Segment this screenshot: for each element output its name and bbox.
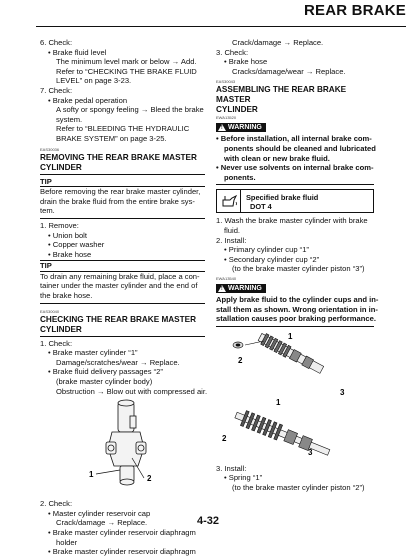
tip-text: Before removing the rear brake master cylinder,	[40, 187, 201, 197]
bullet-reservoir-cap: • Master cylinder reservoir cap	[48, 508, 151, 518]
step-check-1: 1. Check:	[40, 338, 73, 348]
step-7: 7. Check:	[40, 85, 73, 95]
bullet-brake-hose: • Brake hose	[40, 250, 205, 262]
divider	[216, 326, 374, 327]
header-rule	[36, 26, 406, 27]
step-check-2: 2. Check:	[40, 499, 73, 509]
warning-text: stallation causes poor braking performance.	[216, 314, 376, 324]
figure-label: 1	[288, 331, 293, 341]
step-install: 2. Install:	[216, 235, 247, 245]
warning-icon: !	[218, 285, 226, 292]
specified-fluid-box	[216, 189, 374, 213]
bullet-primary-cup: • Primary cylinder cup “1”	[224, 245, 309, 255]
tip-label: TIP	[40, 261, 205, 272]
master-cylinder-figure	[40, 396, 205, 496]
figure-label: 2	[238, 355, 243, 365]
text-line: Obstruction → Blow out with compressed air.	[56, 386, 208, 396]
tip-text: To drain any remaining brake fluid, place a con-	[40, 271, 200, 281]
right-column	[216, 38, 379, 492]
section-heading-checking-2: CYLINDER	[40, 325, 205, 337]
figure-label: 2	[147, 474, 152, 484]
fluid-label: Specified brake fluid	[246, 193, 319, 203]
warning-text: Apply brake fluid to the cylinder cups and in-	[216, 294, 379, 304]
figure-label: 1	[276, 397, 281, 407]
text-line: system.	[56, 114, 83, 124]
text-line: Cracks/damage/wear → Replace.	[232, 66, 346, 76]
text-line: BRAKE SYSTEM” on page 3-25.	[56, 133, 167, 143]
piston-cups-figure	[216, 329, 374, 397]
text-line: A softy or spongy feeling → Bleed the brake	[56, 105, 204, 115]
section-heading-removing: REMOVING THE REAR BRAKE MASTER	[40, 152, 197, 162]
warning-code: EWA13540	[216, 275, 237, 281]
page-number: 4-32	[196, 515, 220, 527]
bullet-diaphragm: • Brake master cylinder reservoir diaphragm	[48, 547, 196, 557]
warning-label: WARNING	[228, 124, 262, 132]
text-line: Refer to “CHECKING THE BRAKE FLUID	[56, 66, 197, 76]
bullet-brake-fluid-level: • Brake fluid level	[48, 47, 107, 57]
tip-text: tainer under the master cylinder and the end of	[40, 281, 198, 291]
warning-text: stall them as shown. Wrong orientation in in-	[216, 304, 378, 314]
section-heading-checking: CHECKING THE REAR BRAKE MASTER	[40, 314, 197, 324]
figure-label: 3	[308, 447, 313, 457]
bullet-secondary-cup: • Secondary cylinder cup “2”	[224, 254, 320, 264]
text-line: (to the brake master cylinder piston “2”)	[232, 482, 365, 492]
warning-text: • Before installation, all internal brake com-	[216, 134, 372, 144]
figure-label: 1	[89, 470, 94, 480]
warning-badge	[216, 284, 266, 293]
spring-piston-figure	[216, 397, 374, 461]
bullet-diaphragm-holder: • Brake master cylinder reservoir diaphragm	[48, 528, 196, 537]
bullet-brake-hose: • Brake hose	[224, 57, 268, 67]
text-line: Crack/damage → Replace.	[232, 38, 324, 47]
warning-code: EWA13520	[216, 115, 237, 121]
warning-text: • Never use solvents on internal brake com-	[216, 163, 374, 173]
warning-badge	[216, 123, 266, 132]
text-line: holder	[56, 537, 78, 547]
bullet-delivery-passages: • Brake fluid delivery passages “2”	[48, 367, 163, 377]
warning-icon: !	[218, 124, 226, 131]
section-code: EAS30036	[40, 146, 60, 152]
text-line: (to the brake master cylinder piston “3”)	[232, 264, 365, 274]
bullet-spring: • Spring “1”	[224, 473, 263, 483]
text-line: Refer to “BLEEDING THE HYDRAULIC	[56, 124, 190, 134]
figure-label: 2	[222, 433, 227, 443]
bullet-master-cylinder: • Brake master cylinder “1”	[48, 348, 138, 358]
text-line: LEVEL” on page 3-23.	[56, 76, 132, 86]
text-line: Damage/scratches/wear → Replace.	[56, 357, 180, 367]
figure-label: 3	[340, 387, 345, 397]
step-wash: 1. Wash the brake master cylinder with brake	[216, 216, 368, 226]
section-heading-assembling-2: CYLINDER	[216, 105, 258, 115]
bullet-brake-pedal: • Brake pedal operation	[48, 95, 128, 105]
oil-can-icon	[217, 190, 241, 212]
step-6: 6. Check:	[40, 38, 73, 47]
tip-text: tem.	[40, 206, 205, 219]
tip-text: drain the brake fluid from the entire brake sys-	[40, 196, 195, 206]
tip-label: TIP	[40, 177, 205, 188]
section-heading-assembling: ASSEMBLING THE REAR BRAKE MASTER	[216, 85, 347, 105]
step-check-3: 3. Check:	[216, 47, 249, 57]
text-line: fluid.	[224, 225, 241, 235]
text-line: The minimum level mark or below → Add.	[56, 57, 197, 67]
text-line: Crack/damage → Replace.	[56, 518, 148, 528]
fluid-value: DOT 4	[250, 202, 272, 212]
step-install-3: 3. Install:	[216, 463, 247, 473]
bullet-union-bolt: • Union bolt	[48, 230, 87, 240]
divider	[216, 184, 374, 185]
warning-label: WARNING	[228, 284, 262, 292]
warning-text: with clean or new brake fluid.	[224, 153, 330, 163]
section-heading-removing-2: CYLINDER	[40, 163, 205, 175]
page-title: REAR BRAKE	[303, 2, 406, 19]
tip-text: the brake hose.	[40, 291, 205, 304]
step-remove: 1. Remove:	[40, 220, 79, 230]
section-code: EAS30040	[40, 308, 60, 314]
warning-text: ponents.	[224, 172, 256, 182]
leader-line	[96, 470, 120, 474]
text-line: (brake master cylinder body)	[56, 377, 153, 387]
section-code: EAS30043	[216, 79, 236, 85]
bullet-copper-washer: • Copper washer	[48, 240, 105, 250]
warning-text: ponents should be cleaned and lubricated	[224, 143, 376, 153]
